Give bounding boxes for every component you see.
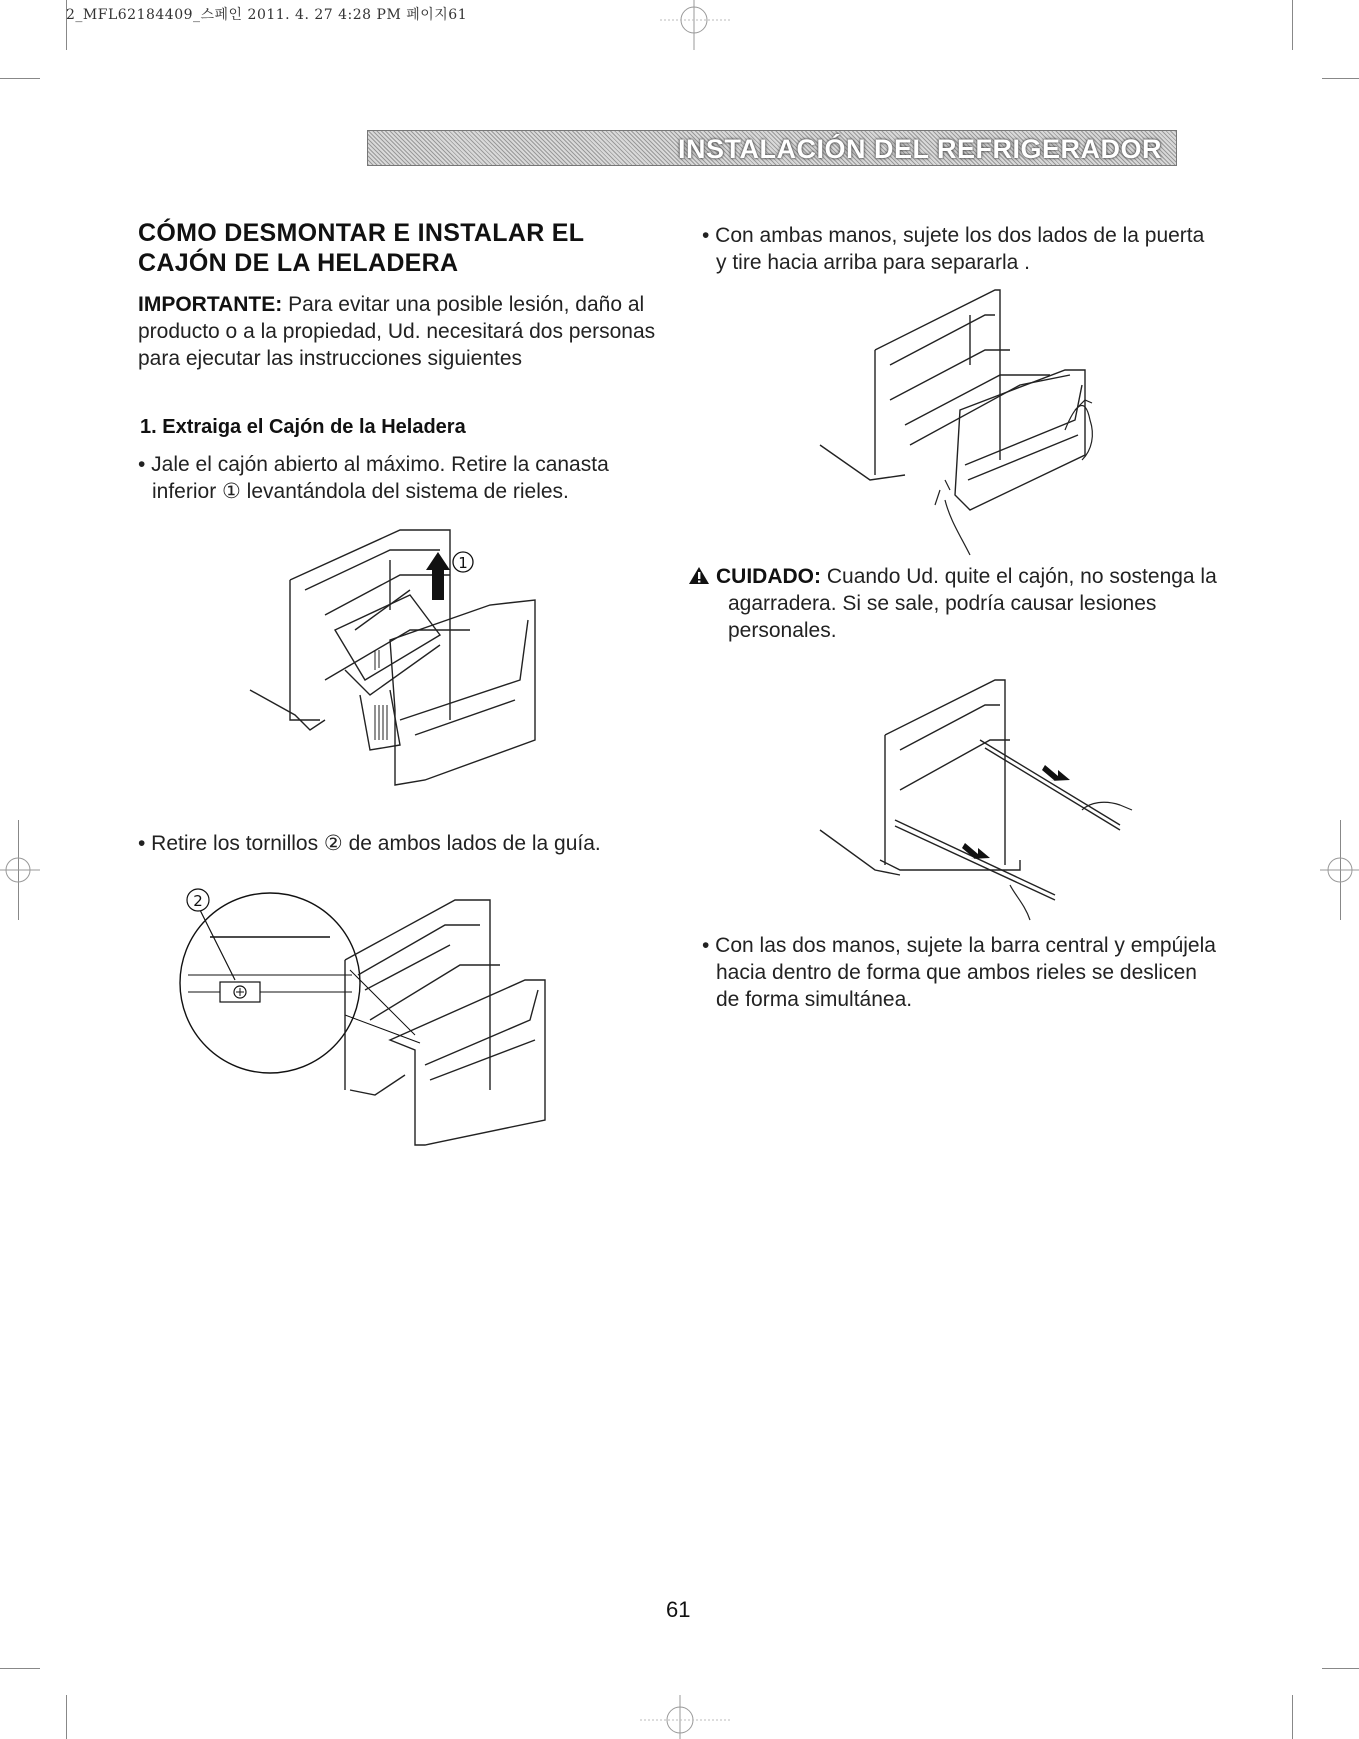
print-header: 2_MFL62184409_스페인 2011. 4. 27 4:28 PM 페이지61	[66, 7, 468, 23]
svg-text:1: 1	[458, 554, 468, 572]
step-bullet-1: • Jale el cajón abierto al máximo. Retire la canasta inferior ① levantándola del sistema de rieles.	[138, 453, 609, 503]
figure-lift-front	[820, 285, 1130, 555]
registration-mark	[0, 850, 40, 890]
crop-mark	[1322, 1668, 1359, 1669]
up-arrow-icon	[426, 552, 450, 600]
right-bullet-1: • Con ambas manos, sujete los dos lados de la puerta y tire hacia arriba para separarla .	[702, 224, 1205, 274]
warning-triangle-icon	[688, 566, 710, 585]
crop-mark	[0, 1668, 40, 1669]
crop-mark	[1322, 78, 1359, 79]
push-arrow-icon	[962, 843, 990, 859]
crop-mark	[1292, 0, 1293, 50]
important-label: IMPORTANTE:	[138, 293, 283, 316]
step-title: 1. Extraiga el Cajón de la Heladera	[140, 416, 466, 438]
push-arrow-icon	[1042, 765, 1070, 781]
registration-mark	[660, 0, 730, 50]
registration-mark	[640, 1695, 730, 1739]
crop-mark	[0, 78, 40, 79]
page-number: 61	[666, 1597, 691, 1622]
right-bullet-2: • Con las dos manos, sujete la barra central y empújela hacia dentro de forma que ambos rieles se deslicen de forma simultánea.	[702, 934, 1216, 1011]
caution-text: Cuando Ud. quite el cajón, no sostenga la agarradera. Si se sale, podría causar lesiones personales.	[728, 565, 1217, 642]
banner-title: INSTALACIÓN DEL REFRIGERADOR	[677, 134, 1162, 164]
figure-basket-removal	[250, 520, 550, 790]
step-bullet-2: • Retire los tornillos ② de ambos lados de la guía.	[138, 832, 601, 855]
section-title: CÓMO DESMONTAR E INSTALAR EL CAJÓN DE LA HELADERA	[138, 219, 584, 277]
caution-label: CUIDADO:	[716, 565, 821, 588]
figure-screw-removal	[180, 880, 620, 1140]
section-banner	[367, 130, 1177, 166]
caution-paragraph	[688, 563, 1248, 644]
registration-mark	[1320, 850, 1359, 890]
important-text: Para evitar una posible lesión, daño al producto o a la propiedad, Ud. necesitará dos personas para ejecutar las instrucciones siguientes	[138, 293, 656, 370]
svg-text:2: 2	[193, 892, 203, 910]
figure-push-bar	[820, 670, 1140, 920]
crop-mark	[66, 1695, 67, 1739]
crop-mark	[1292, 1695, 1293, 1739]
important-paragraph	[138, 291, 658, 372]
